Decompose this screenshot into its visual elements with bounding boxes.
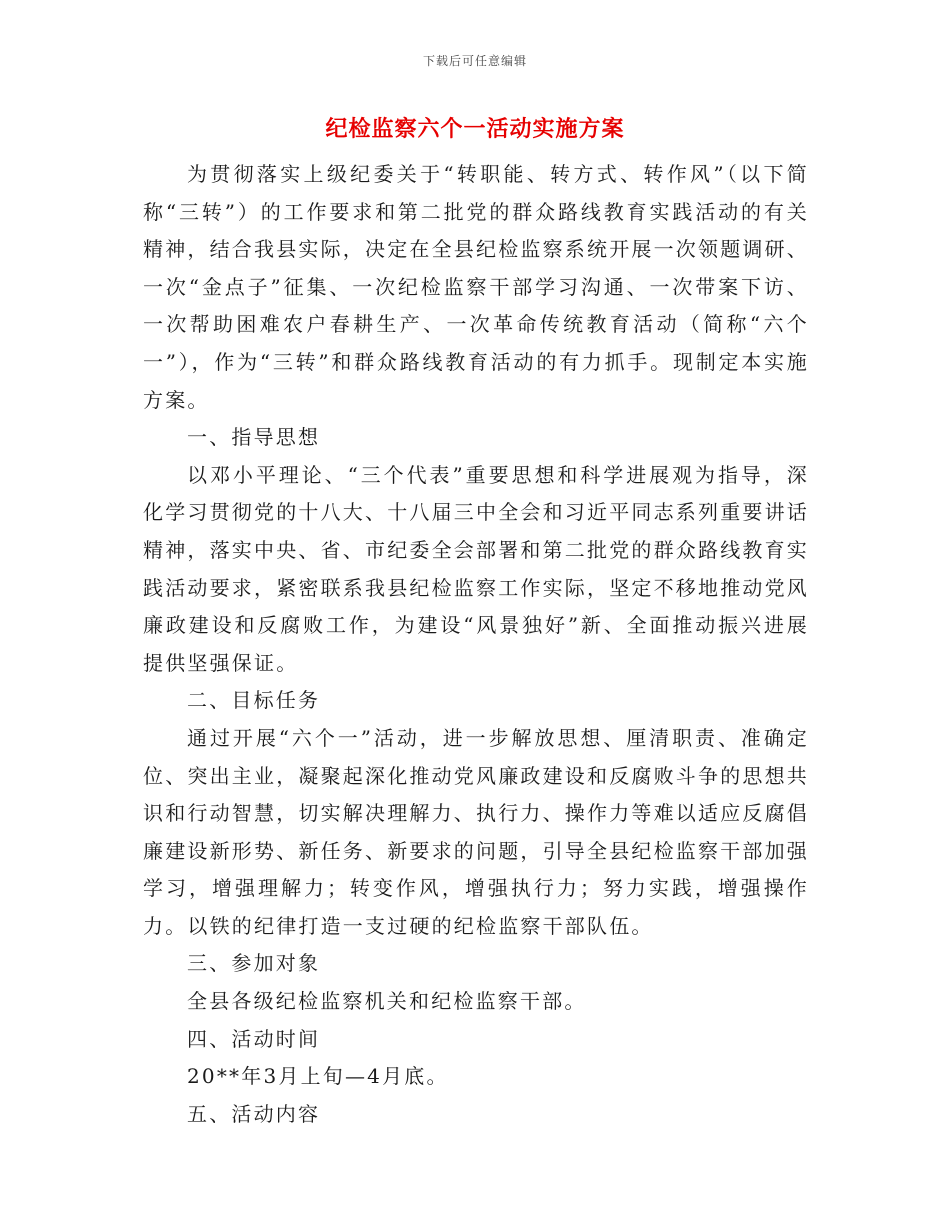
section-heading-guiding-ideology: 一、指导思想 [187, 425, 321, 450]
section-heading-time: 四、活动时间 [187, 1026, 321, 1051]
document-body [143, 156, 809, 1133]
paragraph-intro: 为贯彻落实上级纪委关于“转职能、转方式、转作风”（以下简称“三转”）的工作要求和第二批党的群众路线教育实践活动的有关精神，结合我县实际，决定在全县纪检监察系统开展一次领题调研、一次“金点子”征集、一次纪检监察干部学习沟通、一次带案下访、一次帮助困难农户春耕生产、一次革命传统教育活动（简称“六个一”），作为“三转”和群众路线教育活动的有力抓手。现制定本实施方案。 [143, 162, 809, 412]
paragraph-guiding-ideology: 以邓小平理论、“三个代表”重要思想和科学进展观为指导，深化学习贯彻党的十八大、十八届三中全会和习近平同志系列重要讲话精神，落实中央、省、市纪委全会部署和第二批党的群众路线教育实践活动要求，紧密联系我县纪检监察工作实际，坚定不移地推动党风廉政建设和反腐败工作，为建设“风景独好”新、全面推动振兴进展提供坚强保证。 [143, 462, 809, 675]
paragraph-goals: 通过开展“六个一”活动，进一步解放思想、厘清职责、准确定位、突出主业，凝聚起深化推动党风廉政建设和反腐败斗争的思想共识和行动智慧，切实解决理解力、执行力、操作力等难以适应反腐倡廉建设新形势、新任务、新要求的问题，引导全县纪检监察干部加强学习，增强理解力；转变作风，增强执行力；努力实践，增强操作力。以铁的纪律打造一支过硬的纪检监察干部队伍。 [143, 725, 809, 938]
paragraph-participants: 全县各级纪检监察机关和纪检监察干部。 [187, 989, 587, 1014]
section-heading-participants: 三、参加对象 [187, 951, 321, 976]
document-title: 纪检监察六个一活动实施方案 [325, 116, 625, 142]
header-note: 下载后可任意编辑 [422, 54, 527, 68]
section-heading-content: 五、活动内容 [187, 1101, 321, 1126]
section-heading-goals: 二、目标任务 [187, 688, 321, 713]
paragraph-time: 20**年3月上旬—4月底。 [187, 1064, 449, 1089]
